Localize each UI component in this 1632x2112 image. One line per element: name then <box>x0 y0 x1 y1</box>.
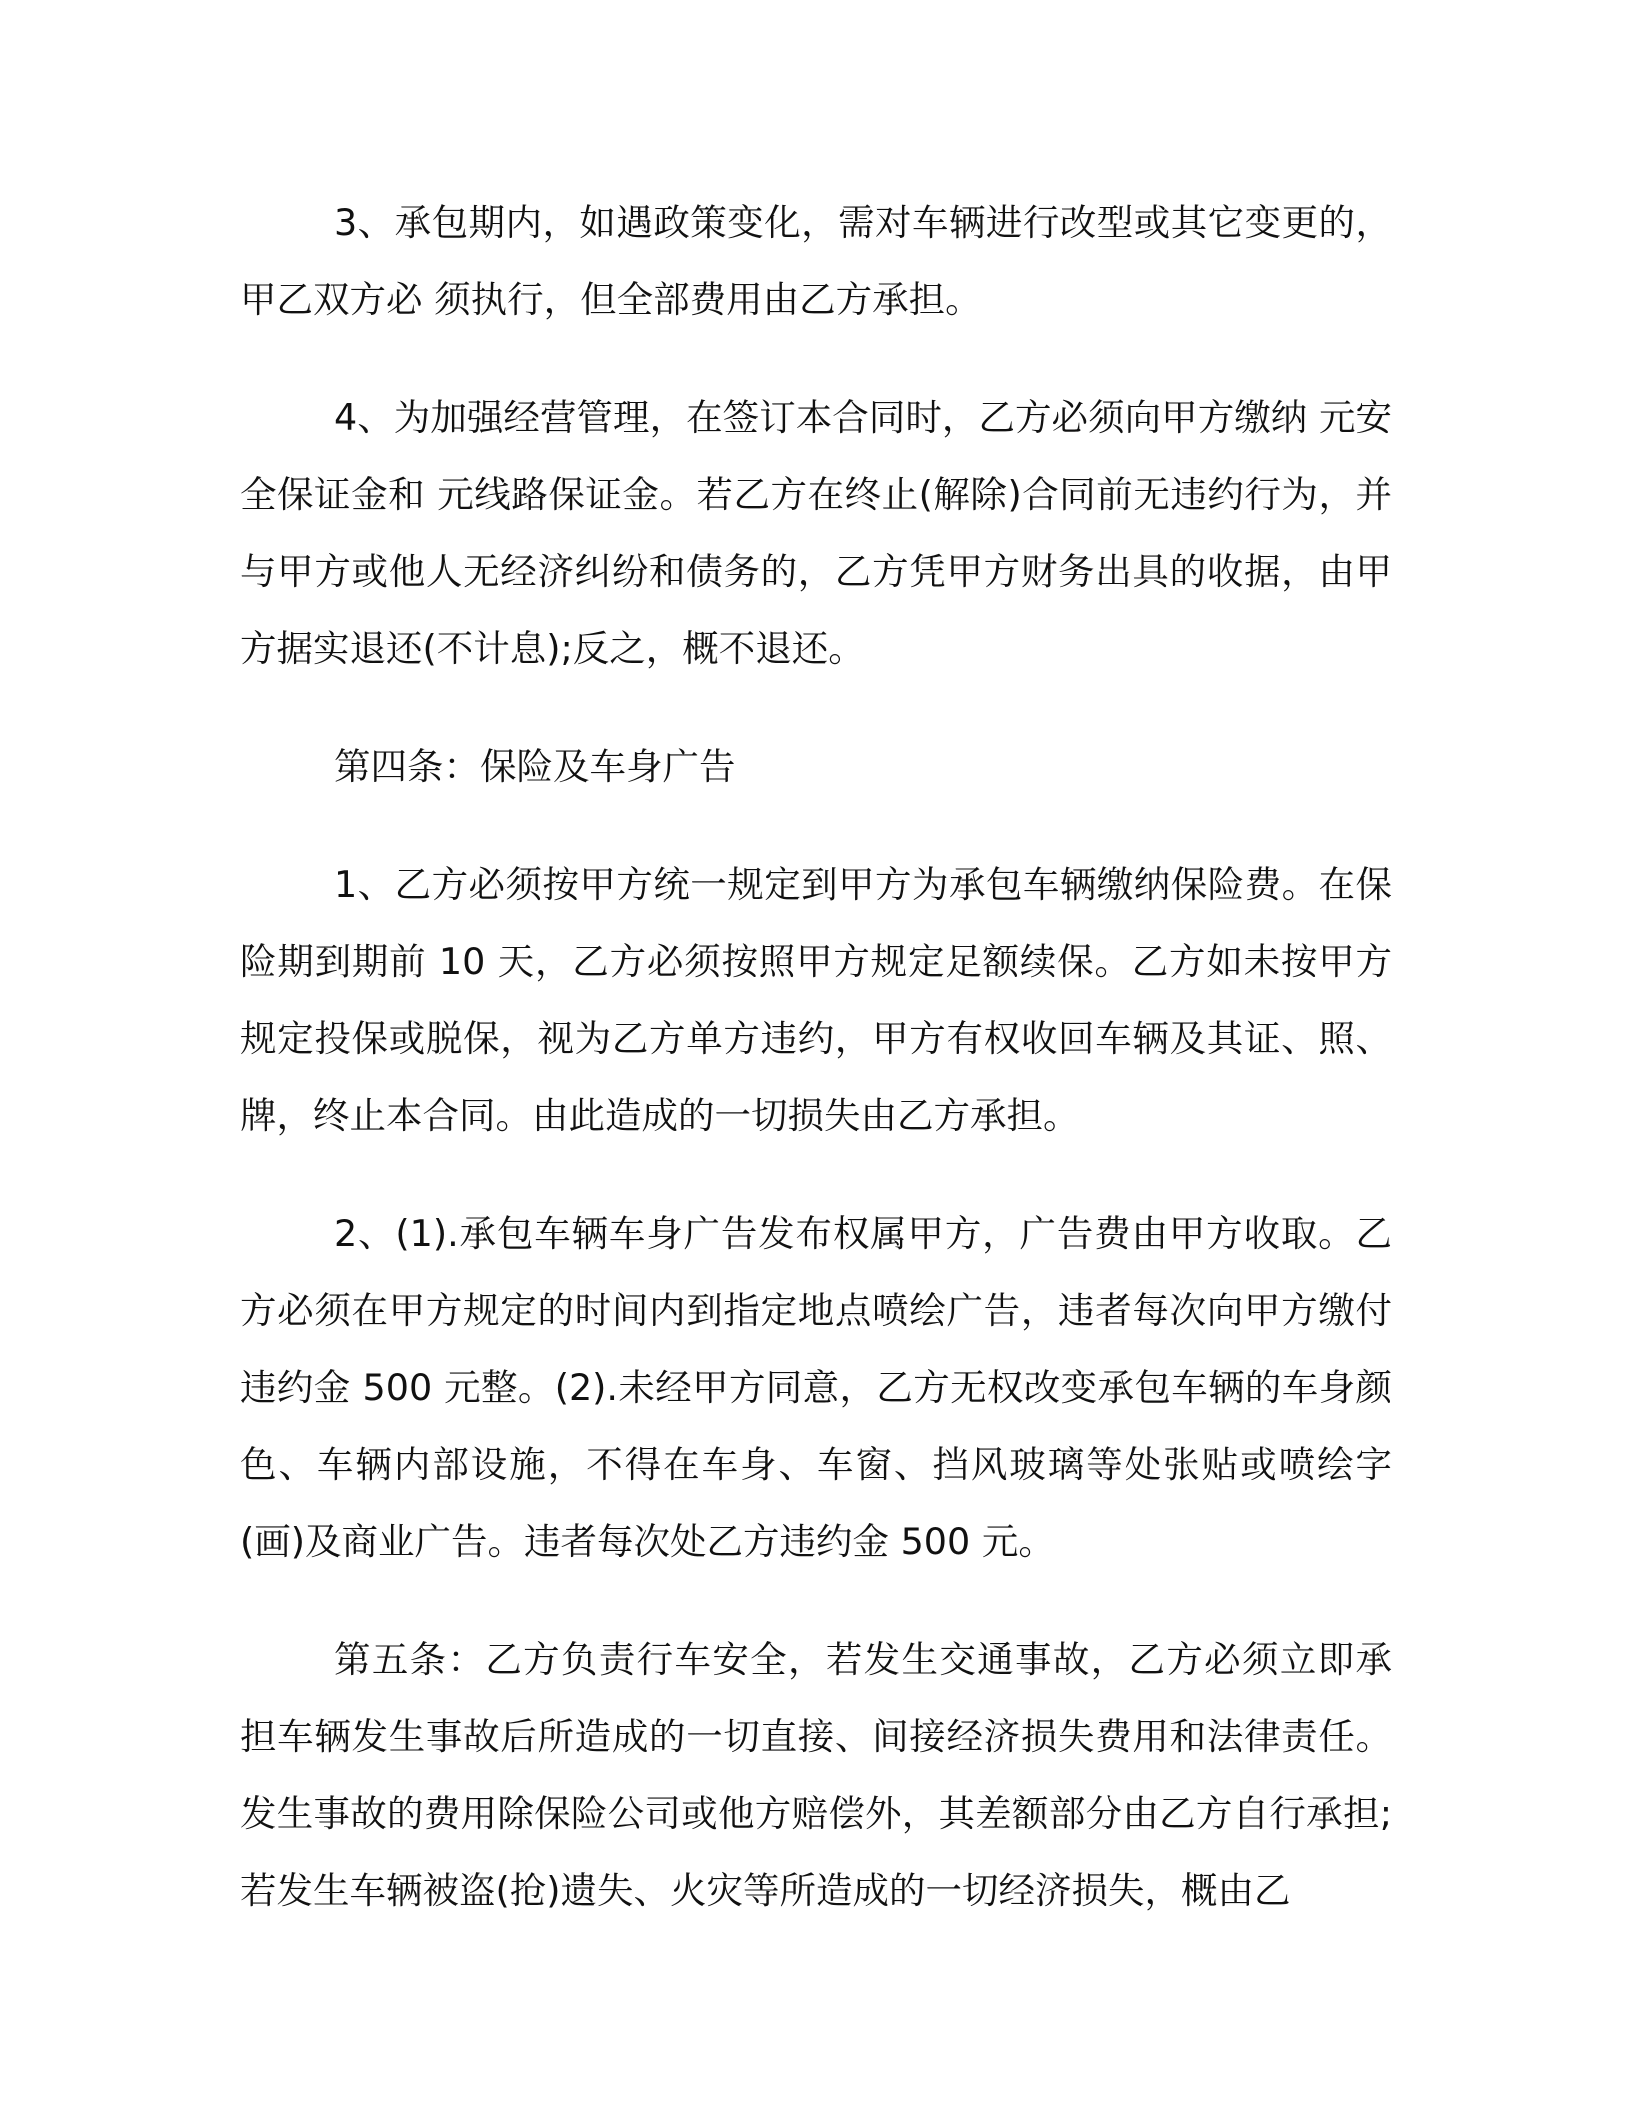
article-5-safety: 第五条：乙方负责行车安全，若发生交通事故，乙方必须立即承担车辆发生事故后所造成的一切直接、间接经济损失费用和法律责任。发生事故的费用除保险公司或他方赔偿外，其差额部分由乙方自行承担;若发生车辆被盗(抢)遗失、火灾等所造成的一切经济损失，概由乙 <box>240 1638 1392 1912</box>
clause-insurance: 1、乙方必须按甲方统一规定到甲方为承包车辆缴纳保险费。在保险期到期前 10 天，乙方必须按照甲方规定足额续保。乙方如未按甲方规定投保或脱保，视为乙方单方违约，甲方有权收回车辆及其证、照、牌，终止本合同。由此造成的一切损失由乙方承担。 <box>240 863 1392 1137</box>
clause-3-policy-change: 3、承包期内，如遇政策变化，需对车辆进行改型或其它变更的，甲乙双方必 须执行，但全部费用由乙方承担。 <box>240 201 1392 321</box>
clause-advertising: 2、(1).承包车辆车身广告发布权属甲方，广告费由甲方收取。乙方必须在甲方规定的时间内到指定地点喷绘广告，违者每次向甲方缴付违约金 500 元整。(2).未经甲方同意，乙方无权改变承包车辆的车身颜色、车辆内部设施，不得在车身、车窗、挡风玻璃等处张贴或喷绘字(画)及商业广告。违者每次处乙方违约金 500 元。 <box>240 1212 1392 1563</box>
document-body <box>240 184 1392 1970</box>
article-4-heading: 第四条：保险及车身广告 <box>334 745 736 788</box>
clause-4-deposit: 4、为加强经营管理，在签订本合同时，乙方必须向甲方缴纳 元安全保证金和 元线路保证金。若乙方在终止(解除)合同前无违约行为，并与甲方或他人无经济纠纷和债务的，乙方凭甲方财务出具的收据，由甲方据实退还(不计息);反之，概不退还。 <box>240 396 1392 670</box>
